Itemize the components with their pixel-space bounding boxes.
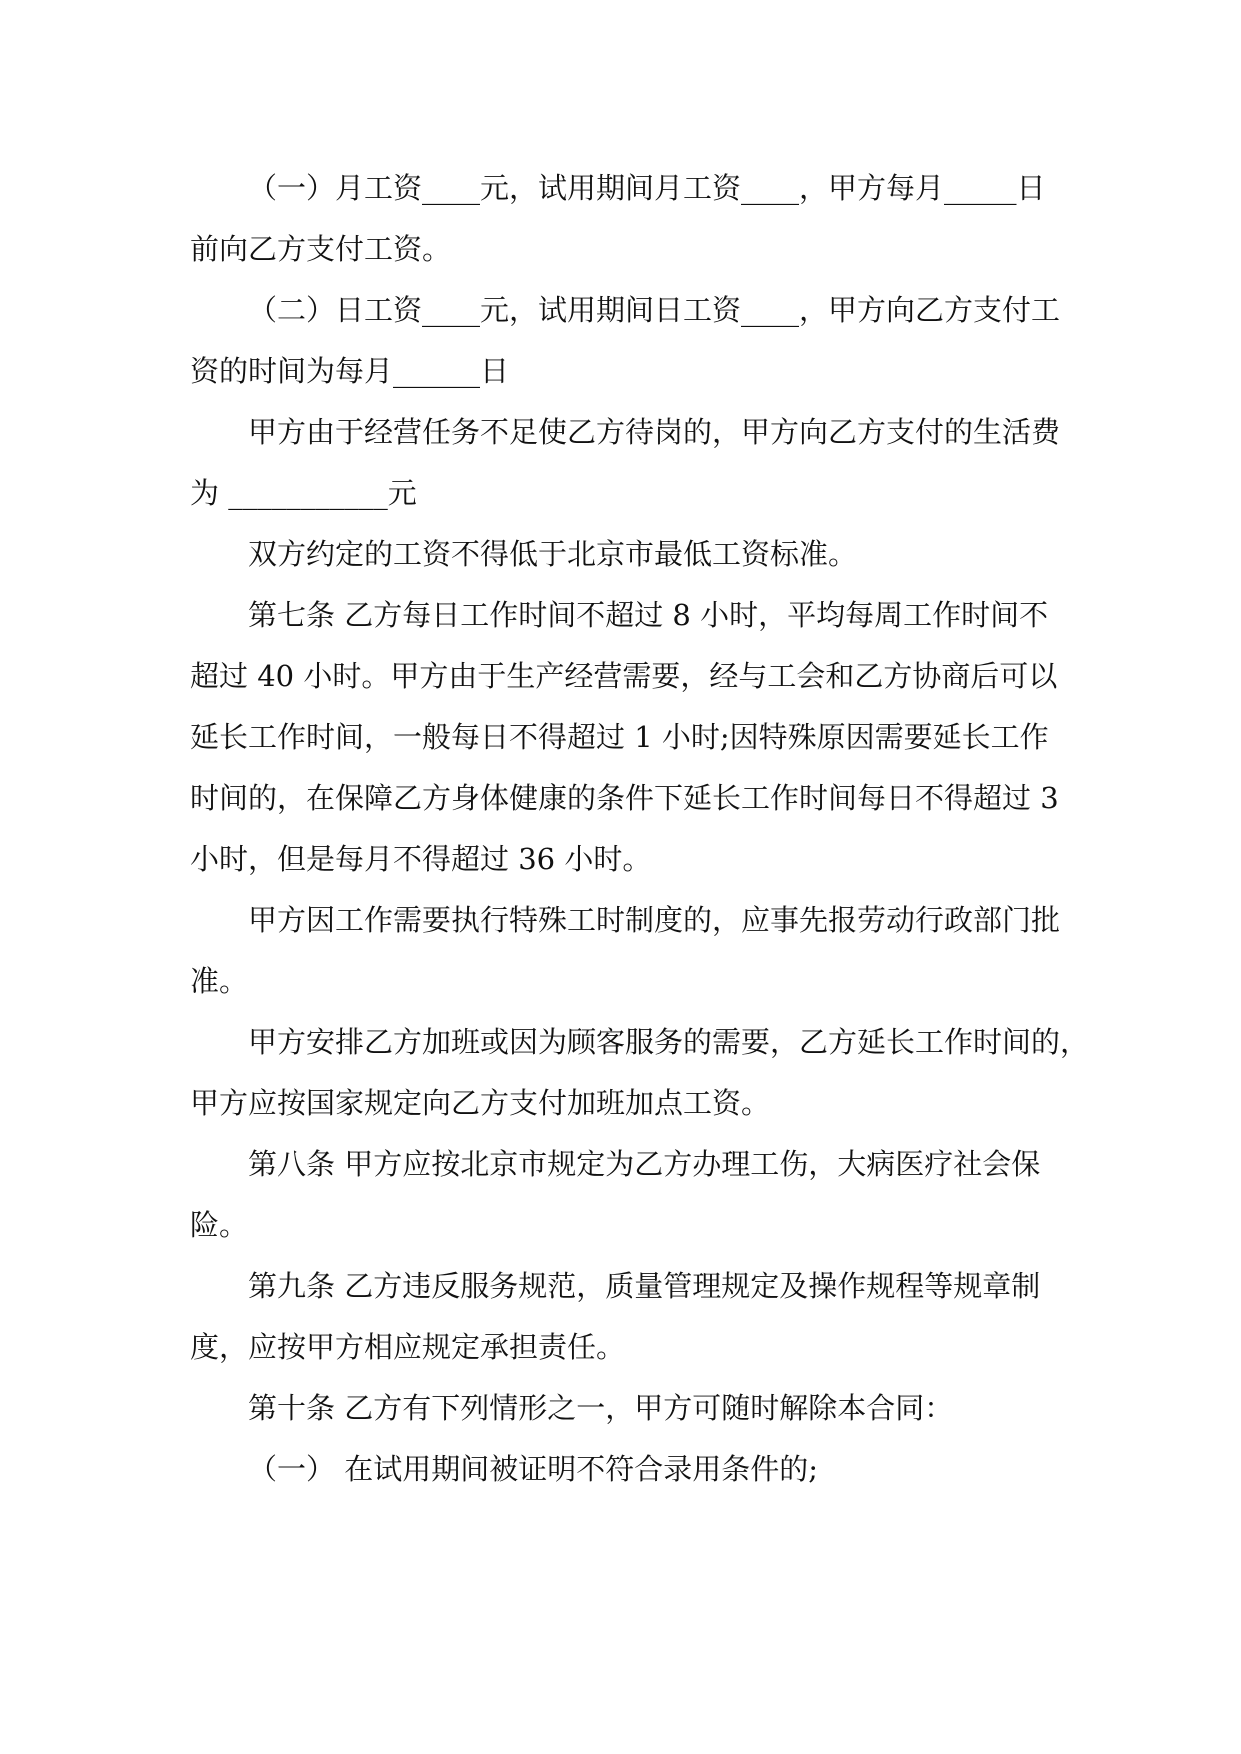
- text-line-16: 甲方应按国家规定向乙方支付加班加点工资。: [190, 1086, 771, 1120]
- text-line-10: 延长工作时间，一般每日不得超过 1 小时;因特殊原因需要延长工作: [190, 720, 1049, 754]
- document-body: [190, 158, 1090, 1500]
- text-line-7: 双方约定的工资不得低于北京市最低工资标准。: [248, 537, 858, 571]
- text-line-2: 前向乙方支付工资。: [190, 232, 452, 266]
- text-line-15: 甲方安排乙方加班或因为顾客服务的需要，乙方延长工作时间的，: [248, 1025, 1090, 1059]
- text-line-18: 险。: [190, 1208, 249, 1242]
- text-line-1: （一）月工资____元，试用期间月工资____，甲方每月_____日: [248, 171, 1046, 205]
- text-line-11: 时间的，在保障乙方身体健康的条件下延长工作时间每日不得超过 3: [190, 781, 1059, 815]
- text-line-4: 资的时间为每月______日: [190, 354, 510, 388]
- text-line-21: 第十条 乙方有下列情形之一，甲方可随时解除本合同：: [248, 1391, 954, 1425]
- text-line-5: 甲方由于经营任务不足使乙方待岗的，甲方向乙方支付的生活费: [248, 415, 1061, 449]
- text-line-6: 为 ___________元: [190, 476, 417, 510]
- text-line-12: 小时，但是每月不得超过 36 小时。: [190, 842, 652, 876]
- text-line-17: 第八条 甲方应按北京市规定为乙方办理工伤，大病医疗社会保: [248, 1147, 1041, 1181]
- text-line-19: 第九条 乙方违反服务规范，质量管理规定及操作规程等规章制: [248, 1269, 1041, 1303]
- text-line-22: （一） 在试用期间被证明不符合录用条件的;: [248, 1452, 818, 1486]
- text-line-9: 超过 40 小时。甲方由于生产经营需要，经与工会和乙方协商后可以: [190, 659, 1058, 693]
- text-line-20: 度，应按甲方相应规定承担责任。: [190, 1330, 626, 1364]
- text-line-3: （二）日工资____元，试用期间日工资____，甲方向乙方支付工: [248, 293, 1061, 327]
- text-line-13: 甲方因工作需要执行特殊工时制度的，应事先报劳动行政部门批: [248, 903, 1061, 937]
- text-line-14: 准。: [190, 964, 249, 998]
- text-line-8: 第七条 乙方每日工作时间不超过 8 小时，平均每周工作时间不: [248, 598, 1049, 632]
